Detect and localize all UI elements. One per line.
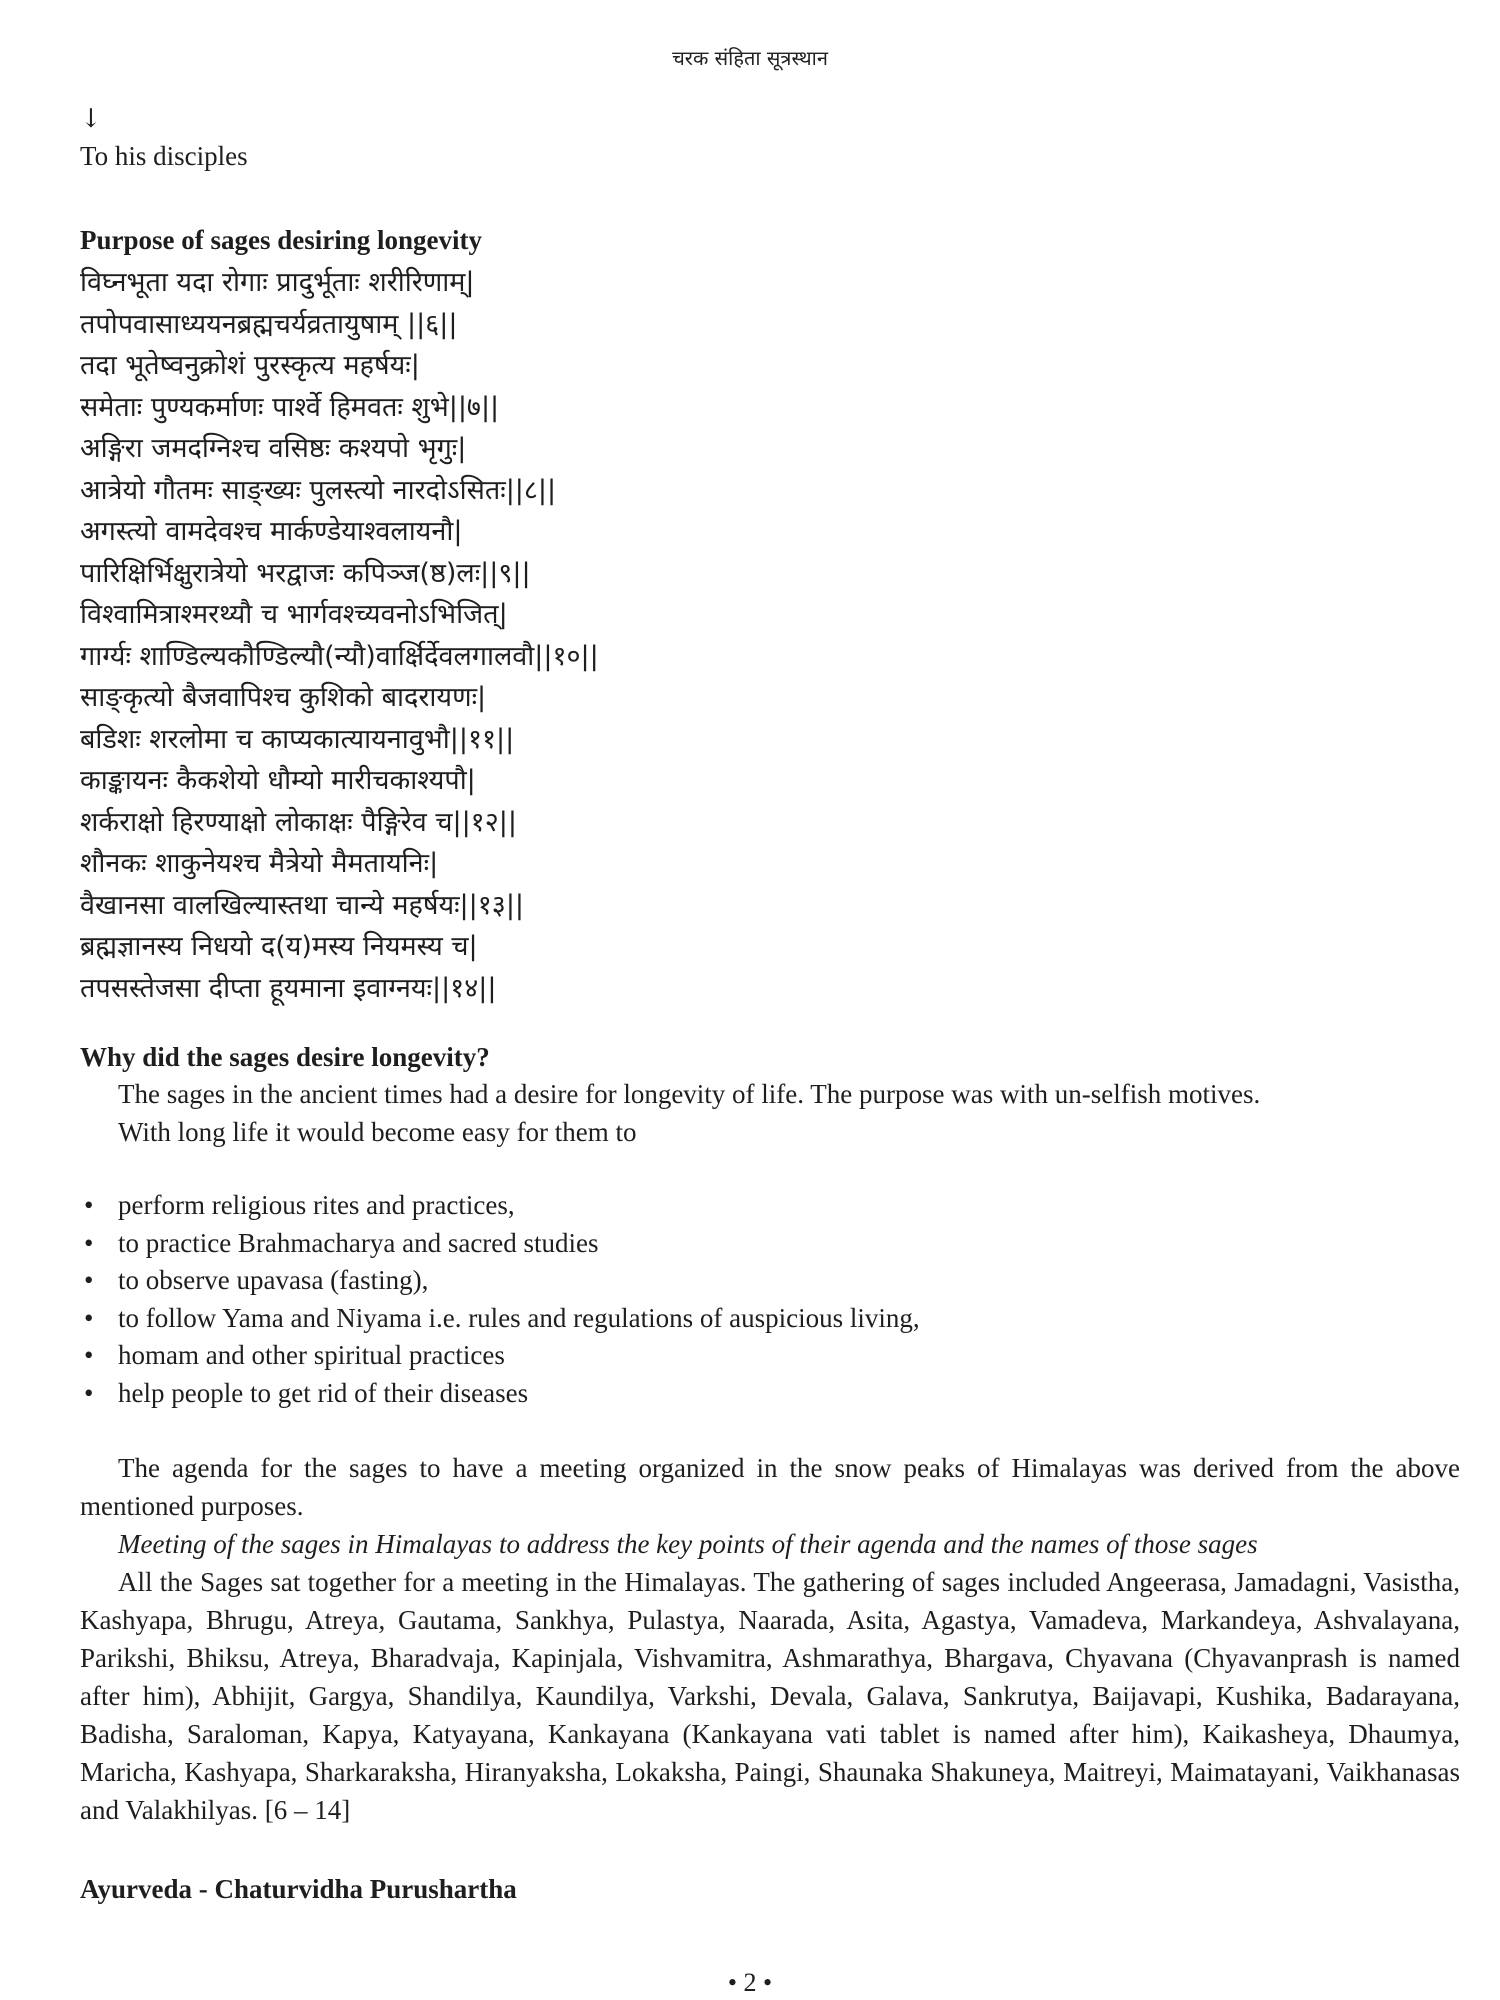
agenda-paragraph: The agenda for the sages to have a meeting organized in the snow peaks of Himalayas was derived from the above mentioned purposes. [80, 1452, 1460, 1521]
list-item: • to observe upavasa (fasting), [80, 1262, 1460, 1300]
why-paragraph-1: The sages in the ancient times had a desire for longevity of life. The purpose was with un-selfish motives. [118, 1079, 1261, 1109]
verse-line: बडिशः शरलोमा च काप्यकात्यायनावुभौ||११|| [80, 723, 515, 755]
disciples-line: To his disciples [80, 141, 248, 171]
bullet-icon: • [84, 1227, 94, 1258]
verse-line: वैखानसा वालखिल्यास्तथा चान्ये महर्षयः||१३|| [80, 889, 525, 921]
page-number: • 2 • [727, 1968, 773, 1997]
why-heading: Why did the sages desire longevity? [80, 1042, 490, 1072]
verse-line: आत्रेयो गौतमः साङ्ख्यः पुलस्त्यो नारदोऽसितः||८|| [80, 474, 557, 506]
why-paragraph-2: With long life it would become easy for them to [118, 1117, 637, 1147]
list-item: • to practice Brahmacharya and sacred studies [80, 1225, 1460, 1263]
page-content [80, 104, 1460, 1907]
running-header: चरक संहिता सूत्रस्थान [672, 46, 828, 70]
verse-line: ब्रह्मज्ञानस्य निधयो द(य)मस्य नियमस्य च| [80, 931, 478, 962]
bullet-icon: • [84, 1302, 94, 1333]
verse-line: पारिक्षिर्भिक्षुरात्रेयो भरद्वाजः कपिञ्ज(ष्ठ)लः||९|| [80, 557, 531, 589]
meeting-subheading: Meeting of the sages in Himalayas to address the key points of their agenda and the names of those sages [118, 1528, 1258, 1559]
purpose-heading: Purpose of sages desiring longevity [80, 225, 482, 255]
verse-line: काङ्कायनः कैकशेयो धौम्यो मारीचकाश्यपौ| [80, 765, 476, 796]
verse-line: अङ्गिरा जमदग्निश्च वसिष्ठः कश्यपो भृगुः| [80, 433, 467, 464]
sanskrit-verses [80, 262, 1460, 1009]
verse-line: अगस्त्यो वामदेवश्च मार्कण्डेयाश्वलायनौ| [80, 516, 463, 547]
sages-paragraph: All the Sages sat together for a meeting in the Himalayas. The gathering of sages included Angeerasa, Jamadagni, Vasistha, Kashyapa, Bhrugu, Atreya, Gautama, Sankhya, Pulastya, Naarada, Asita, Agastya, Vamadeva, Markandeya, Ashvalayana, Parikshi, Bhiksu, Atreya, Bharadvaja, Kapinjala, Vishvamitra, Ashmarathya, Bhargava, Chyavana (Chyavanprash is named after him), Abhijit, Gargya, Shandilya, Kaundilya, Varkshi, Devala, Galava, Sankrutya, Baijavapi, Kushika, Badarayana, Badisha, Saraloman, Kapya, Katyayana, Kankayana (Kankayana vati tablet is named after him), Kaikasheya, Dhaumya, Maricha, Kashyapa, Sharkaraksha, Hiranyaksha, Lokaksha, Paingi, Shaunaka Shakuneya, Maitreyi, Maimatayani, Vaikhanasas and Valakhilyas. [6 – 14] [80, 1566, 1460, 1825]
verse-line: साङ्कृत्यो बैजवापिश्च कुशिको बादरायणः| [80, 682, 487, 713]
verse-line: तपोपवासाध्ययनब्रह्मचर्यव्रतायुषाम् ||६|| [80, 308, 458, 340]
verse-line: तदा भूतेष्वनुक्रोशं पुरस्कृत्य महर्षयः| [80, 350, 420, 381]
bullet-icon: • [84, 1377, 94, 1408]
bullet-icon: • [84, 1265, 94, 1296]
ayurveda-heading: Ayurveda - Chaturvidha Purushartha [80, 1873, 517, 1904]
verse-line: तपसस्तेजसा दीप्ता हूयमाना इवाग्नयः||१४|| [80, 972, 497, 1004]
verse-line: शौनकः शाकुनेयश्च मैत्रेयो मैमतायनिः| [80, 848, 439, 879]
bullet-icon: • [84, 1190, 94, 1220]
verse-line: विघ्नभूता यदा रोगाः प्रादुर्भूताः शरीरिणाम्| [80, 267, 475, 298]
purpose-bullet-list [80, 1187, 1460, 1413]
down-arrow-icon: ↓ [80, 104, 102, 134]
list-item: • to follow Yama and Niyama i.e. rules and regulations of auspicious living, [80, 1300, 1460, 1338]
list-item: • help people to get rid of their diseases [80, 1375, 1460, 1413]
verse-line: शर्कराक्षो हिरण्याक्षो लोकाक्षः पैङ्गिरेव च||१२|| [80, 806, 517, 838]
list-item: • perform religious rites and practices, [80, 1187, 1460, 1225]
bullet-icon: • [84, 1340, 94, 1371]
verse-line: विश्वामित्राश्मरथ्यौ च भार्गवश्च्यवनोऽभिजित्| [80, 599, 508, 630]
list-item: • homam and other spiritual practices [80, 1337, 1460, 1375]
verse-line: गार्ग्यः शाण्डिल्यकौण्डिल्यौ(न्यौ)वार्क्षिर्देवलगालवौ||१०|| [80, 640, 599, 672]
verse-line: समेताः पुण्यकर्माणः पार्श्वे हिमवतः शुभे||७|| [80, 391, 500, 423]
